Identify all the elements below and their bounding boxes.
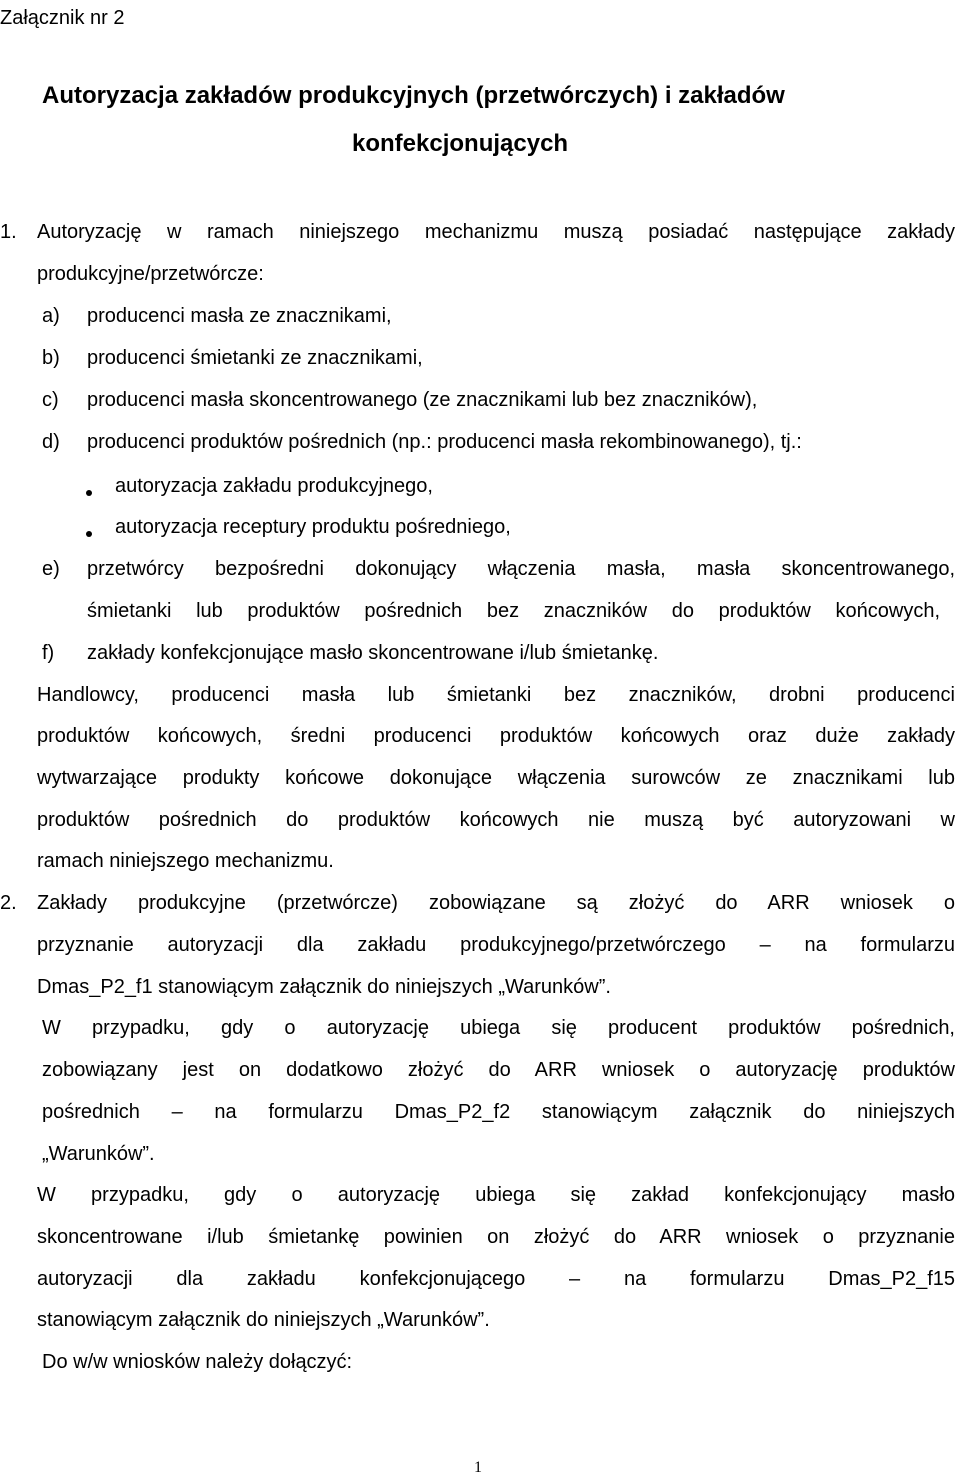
list-item-b: producenci śmietanki ze znacznikami, <box>87 347 423 369</box>
document-title-line1: Autoryzacja zakładów produkcyjnych (przetwórczych) i zakładów <box>42 82 785 109</box>
annex-label: Załącznik nr 2 <box>0 7 125 29</box>
section-2-para3-line4: stanowiącym załącznik do niniejszych „Warunków”. <box>37 1309 490 1331</box>
section-2-para2-line4: „Warunków”. <box>42 1143 155 1165</box>
section-2-para4: Do w/w wniosków należy dołączyć: <box>42 1351 353 1373</box>
bullet-item-1: autoryzacja zakładu produkcyjnego, <box>115 475 433 497</box>
bullet-icon <box>86 490 92 496</box>
section-1-intro-line2: produkcyjne/przetwórcze: <box>37 263 264 285</box>
section-2-para3-line1: W przypadku, gdy o autoryzację ubiega się zakład konfekcjonujący masło <box>37 1184 955 1206</box>
list-item-e-line1: przetwórcy bezpośredni dokonujący włączenia masła, masła skoncentrowanego, <box>87 558 955 580</box>
section-2-para3-line2: skoncentrowane i/lub śmietankę powinien on złożyć do ARR wniosek o przyznanie <box>37 1226 955 1248</box>
bullet-icon <box>86 531 92 537</box>
page-number: 1 <box>474 1459 482 1476</box>
list-marker-f: f) <box>42 642 55 664</box>
list-item-c: producenci masła skoncentrowanego (ze znacznikami lub bez znaczników), <box>87 389 758 411</box>
list-marker-e: e) <box>42 558 60 580</box>
section-1-paragraph-line3: wytwarzające produkty końcowe dokonujące włączenia surowców ze znacznikami lub <box>37 767 955 789</box>
list-marker-a: a) <box>42 305 60 327</box>
section-2-para2-line2: zobowiązany jest on dodatkowo złożyć do ARR wniosek o autoryzację produktów <box>42 1059 955 1081</box>
section-2-para2-line1: W przypadku, gdy o autoryzację ubiega się producent produktów pośrednich, <box>42 1017 955 1039</box>
list-marker-c: c) <box>42 389 59 411</box>
section-1-paragraph-line2: produktów końcowych, średni producenci produktów końcowych oraz duże zakłady <box>37 725 955 747</box>
bullet-item-2: autoryzacja receptury produktu pośredniego, <box>115 516 511 538</box>
list-item-a: producenci masła ze znacznikami, <box>87 305 392 327</box>
document-title-line2: konfekcjonujących <box>352 130 569 157</box>
section-1-number: 1. <box>0 221 17 243</box>
section-1-paragraph-line5: ramach niniejszego mechanizmu. <box>37 850 334 872</box>
list-item-f: zakłady konfekcjonujące masło skoncentrowane i/lub śmietankę. <box>87 642 659 664</box>
section-2-para1-line2: przyznanie autoryzacji dla zakładu produkcyjnego/przetwórczego – na formularzu <box>37 934 955 956</box>
section-1-intro-line1: Autoryzację w ramach niniejszego mechanizmu muszą posiadać następujące zakłady <box>37 221 955 243</box>
section-2-number: 2. <box>0 892 17 914</box>
section-2-para3-line3: autoryzacji dla zakładu konfekcjonującego – na formularzu Dmas_P2_f15 <box>37 1268 955 1290</box>
list-marker-d: d) <box>42 431 60 453</box>
list-item-d: producenci produktów pośrednich (np.: producenci masła rekombinowanego), tj.: <box>87 431 802 453</box>
list-marker-b: b) <box>42 347 60 369</box>
section-2-para1-line3: Dmas_P2_f1 stanowiącym załącznik do niniejszych „Warunków”. <box>37 976 611 998</box>
section-1-paragraph-line1: Handlowcy, producenci masła lub śmietanki bez znaczników, drobni producenci <box>37 684 955 706</box>
list-item-e-line2: śmietanki lub produktów pośrednich bez znaczników do produktów końcowych, <box>87 600 940 622</box>
section-2-para1-line1: Zakłady produkcyjne (przetwórcze) zobowiązane są złożyć do ARR wniosek o <box>37 892 955 914</box>
section-1-paragraph-line4: produktów pośrednich do produktów końcowych nie muszą być autoryzowani w <box>37 809 955 831</box>
section-2-para2-line3: pośrednich – na formularzu Dmas_P2_f2 stanowiącym załącznik do niniejszych <box>42 1101 955 1123</box>
